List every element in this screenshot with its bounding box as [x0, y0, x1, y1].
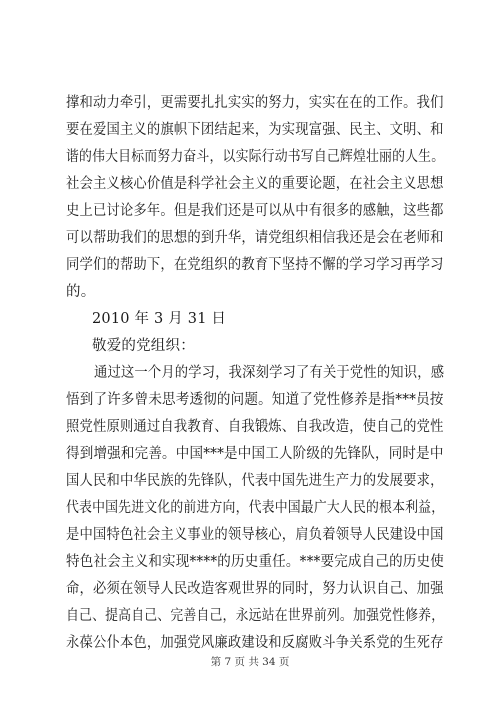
body-line: 社会主义核心价值是科学社会主义的重要论题，在社会主义思想 [66, 176, 444, 192]
letter-line: 特色社会主义和实现****的历史重任。***要完成自己的历史使 [66, 554, 444, 570]
letter-line: 得到增强和完善。中国***是中国工人阶级的先锋队，同时是中 [66, 446, 444, 462]
letter-line: 照党性原则通过自我教育、自我锻炼、自我改造，使自己的党性 [66, 419, 444, 435]
letter-salutation: 敬爱的党组织： [92, 338, 195, 354]
page-number-footer: 第 7 页 共 34 页 [210, 656, 290, 668]
letter-line: 自己、提高自己、完善自己，永远站在世界前列。加强党性修养， [66, 608, 445, 624]
body-line: 同学们的帮助下，在党组织的教育下坚持不懈的学习学习再学习 [66, 257, 444, 273]
letter-line: 通过这一个月的学习，我深刻学习了有关于党性的知识，感 [94, 365, 445, 381]
letter-line: 代表中国先进文化的前进方向，代表中国最广大人民的根本利益， [66, 500, 445, 516]
letter-date: 2010 年 3 月 31 日 [92, 311, 227, 327]
letter-line: 命，必须在领导人民改造客观世界的同时，努力认识自己、加强 [66, 581, 444, 597]
body-line: 要在爱国主义的旗帜下团结起来，为实现富强、民主、文明、和 [66, 122, 444, 138]
body-line: 撑和动力牵引，更需要扎扎实实的努力，实实在在的工作。我们 [66, 95, 444, 111]
body-line: 可以帮助我们的思想的到升华，请党组织相信我还是会在老师和 [66, 230, 444, 246]
letter-line: 永葆公仆本色，加强党风廉政建设和反腐败斗争关系党的生死存 [66, 635, 444, 651]
letter-line: 悟到了许多曾未思考透彻的问题。知道了党性修养是指***员按 [66, 392, 444, 408]
body-line: 史上已讨论多年。但是我们还是可以从中有很多的感触，这些都 [66, 203, 444, 219]
letter-line: 国人民和中华民族的先锋队，代表中国先进生产力的发展要求， [66, 473, 444, 489]
body-line: 的。 [66, 284, 96, 300]
body-line: 谐的伟大目标而努力奋斗，以实际行动书写自己辉煌壮丽的人生。 [66, 149, 445, 165]
letter-line: 是中国特色社会主义事业的领导核心，肩负着领导人民建设中国 [66, 527, 444, 543]
